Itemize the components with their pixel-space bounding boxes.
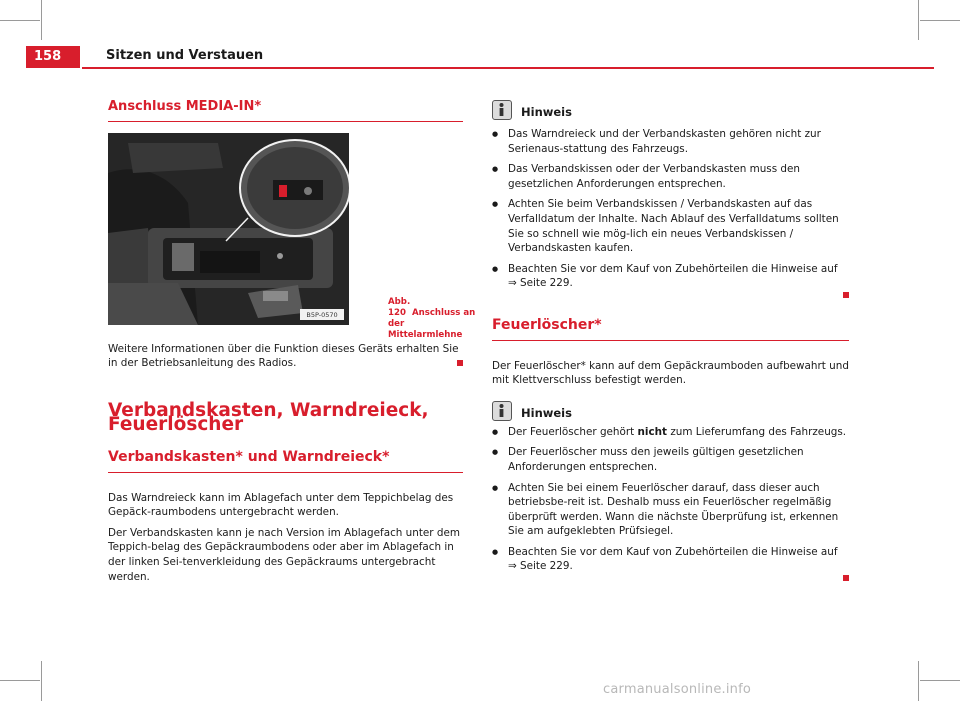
hint-list bbox=[492, 425, 849, 574]
hint-item: ● Achten Sie bei einem Feuerlöscher darauf, dass dieser auch betriebsbe-reit ist. Deshalb muss ein Feuerlöscher regelmäßig überprüft werden. Wann die nächste Überprüfung ist, erkennen Sie am aufgeklebten Prüfsiegel. bbox=[492, 481, 849, 539]
section-title-fire-extinguisher: Feuerlöscher* bbox=[492, 318, 849, 341]
paragraph-fire-extinguisher: Der Feuerlöscher* kann auf dem Gepäckraumboden aufbewahrt und mit Klettverschluss befestigt werden. bbox=[492, 359, 849, 387]
crop-mark bbox=[920, 20, 960, 21]
hint-item: ● Das Warndreieck und der Verbandskasten gehören nicht zur Serienaus-stattung des Fahrzeugs. bbox=[492, 127, 849, 156]
left-column bbox=[108, 99, 476, 584]
hint-heading bbox=[492, 100, 849, 120]
crop-mark bbox=[41, 661, 42, 701]
hint-item: ● Der Feuerlöscher muss den jeweils gültigen gesetzlichen Anforderungen entsprechen. bbox=[492, 445, 849, 474]
armrest-illustration bbox=[108, 133, 349, 325]
end-mark-icon bbox=[843, 575, 849, 581]
end-mark-icon bbox=[457, 360, 463, 366]
hint-item bbox=[492, 425, 849, 440]
hint-item-text: Beachten Sie vor dem Kauf von Zubehörteilen die Hinweise auf ⇒ Seite 229. bbox=[508, 262, 838, 290]
figure-row bbox=[108, 133, 476, 340]
figure-caption-text: Anschluss an der Mittelarmlehne bbox=[388, 307, 476, 340]
crop-mark bbox=[918, 661, 919, 701]
hint-item-emphasis: nicht bbox=[637, 425, 668, 438]
crop-mark bbox=[920, 680, 960, 681]
page-number: 158 bbox=[26, 46, 80, 68]
crop-mark bbox=[0, 20, 40, 21]
header-rule bbox=[82, 67, 934, 69]
hint-item-text: Der Feuerlöscher gehört bbox=[508, 425, 638, 438]
hint-item: ● Achten Sie beim Verbandskissen / Verbandskasten auf das Verfalldatum der Inhalte. Nach Ablauf des Verfalldatums sollten Sie so schnell wie mög-lich ein neues Verbandskissen / Verbandskasten kaufen. bbox=[492, 197, 849, 255]
crop-mark bbox=[41, 0, 42, 40]
info-icon bbox=[492, 401, 512, 421]
paragraph-first-aid-kit: Der Verbandskasten kann je nach Version im Ablagefach unter dem Teppich-belag des Gepäckraumbodens oder aber im Ablagefach in der linken Sei-tenverkleidung des Gepäckraums untergebracht werden. bbox=[108, 526, 460, 583]
paragraph-warning-triangle: Das Warndreieck kann im Ablagefach unter dem Teppichbelag des Gepäck-raumbodens untergebracht werden. bbox=[108, 491, 454, 519]
hint-item: ● Das Verbandskissen oder der Verbandskasten muss den gesetzlichen Anforderungen entsprechen. bbox=[492, 162, 849, 191]
running-header: Sitzen und Verstauen bbox=[106, 48, 264, 63]
figure-tag: B5P-0570 bbox=[306, 310, 338, 319]
hint-heading bbox=[492, 401, 849, 421]
figure-caption bbox=[388, 297, 478, 341]
chapter-title: Verbandskasten, Warndreieck, Feuerlöscher bbox=[108, 399, 429, 436]
hint-item-text: Beachten Sie vor dem Kauf von Zubehörteilen die Hinweise auf ⇒ Seite 229. bbox=[508, 545, 838, 573]
right-column bbox=[492, 100, 849, 581]
hint-list bbox=[492, 127, 849, 291]
info-icon bbox=[492, 100, 512, 120]
crop-mark bbox=[918, 0, 919, 40]
paragraph-media-text: Weitere Informationen über die Funktion dieses Geräts erhalten Sie in der Betriebsanleitung des Radios. bbox=[108, 342, 459, 370]
figure-caption-label: Abb. 120 bbox=[388, 296, 411, 318]
crop-mark bbox=[0, 680, 40, 681]
watermark: carmanualsonline.info bbox=[603, 682, 752, 697]
hint-item bbox=[492, 545, 849, 574]
paragraph-media-info bbox=[108, 342, 463, 371]
hint-item bbox=[492, 262, 849, 291]
section-title-media-in: Anschluss MEDIA-IN* bbox=[108, 100, 463, 122]
figure-armrest-photo bbox=[108, 133, 349, 325]
hint-title: Hinweis bbox=[521, 406, 572, 421]
hint-item-text: zum Lieferumfang des Fahrzeugs. bbox=[667, 425, 847, 438]
end-mark-icon bbox=[843, 292, 849, 298]
section-title-first-aid: Verbandskasten* und Warndreieck* bbox=[108, 450, 463, 473]
hint-title: Hinweis bbox=[521, 105, 572, 120]
